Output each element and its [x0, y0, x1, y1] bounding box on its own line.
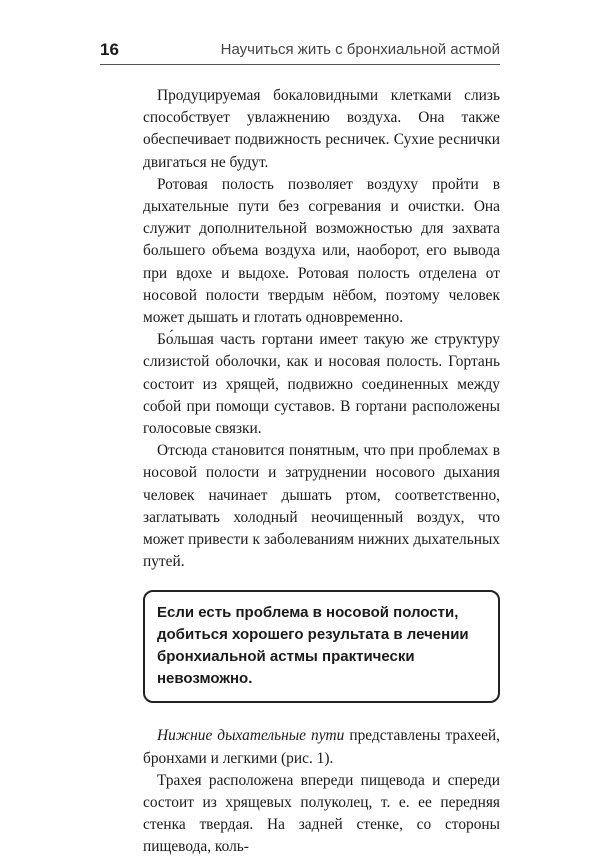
running-title: Научиться жить с бронхиальной астмой [220, 41, 500, 58]
paragraph-3: Бо́льшая часть гортани имеет такую же структуру слизистой оболочки, как и носовая полость. Гортань состоит из хрящей, подвижно соединенных между собой при помощи суставов. В гортани расположены голосовые связки. [143, 331, 500, 438]
page-header [100, 36, 500, 65]
paragraph-4: Отсюда становится понятным, что при проблемах в носовой полости и затруднении носового дыхания человек начинает дышать ртом, соответственно, заглатывать холодный неочищенный воздух, что может привести к заболеваниям нижних дыхательных путей. [143, 442, 500, 571]
paragraph-2: Ротовая полость позволяет воздуху пройти в дыхательные пути без согревания и очистки. Она служит дополнительной возможностью для захвата большего объема воздуха или, наоборот, его вывода при вдохе и выдохе. Ротовая полость отделена от носовой полости твердым нёбом, поэтому человек может дышать и глотать одновременно. [143, 175, 500, 327]
paragraph-5 [143, 725, 500, 769]
paragraph-1: Продуцируемая бокаловидными клетками слизь способствует увлажнению воздуха. Она также обеспечивает подвижность ресничек. Сухие реснички двигаться не будут. [143, 87, 500, 171]
paragraph-5-rest: представлены трахеей, бронхами и легкими (рис. 1). [143, 727, 500, 767]
callout-box: Если есть проблема в носовой полости, добиться хорошего результата в лечении бронхиальной астмы практически невозможно. [143, 590, 500, 703]
page-body [143, 85, 500, 859]
paragraph-6: Трахея расположена впереди пищевода и спереди состоит из хрящевых полуколец, т. е. ее передняя стенка твердая. На задней стенке, со стороны пищевода, коль- [143, 771, 500, 856]
page-number: 16 [100, 40, 119, 59]
italic-term: Нижние дыхательные пути [157, 727, 345, 745]
